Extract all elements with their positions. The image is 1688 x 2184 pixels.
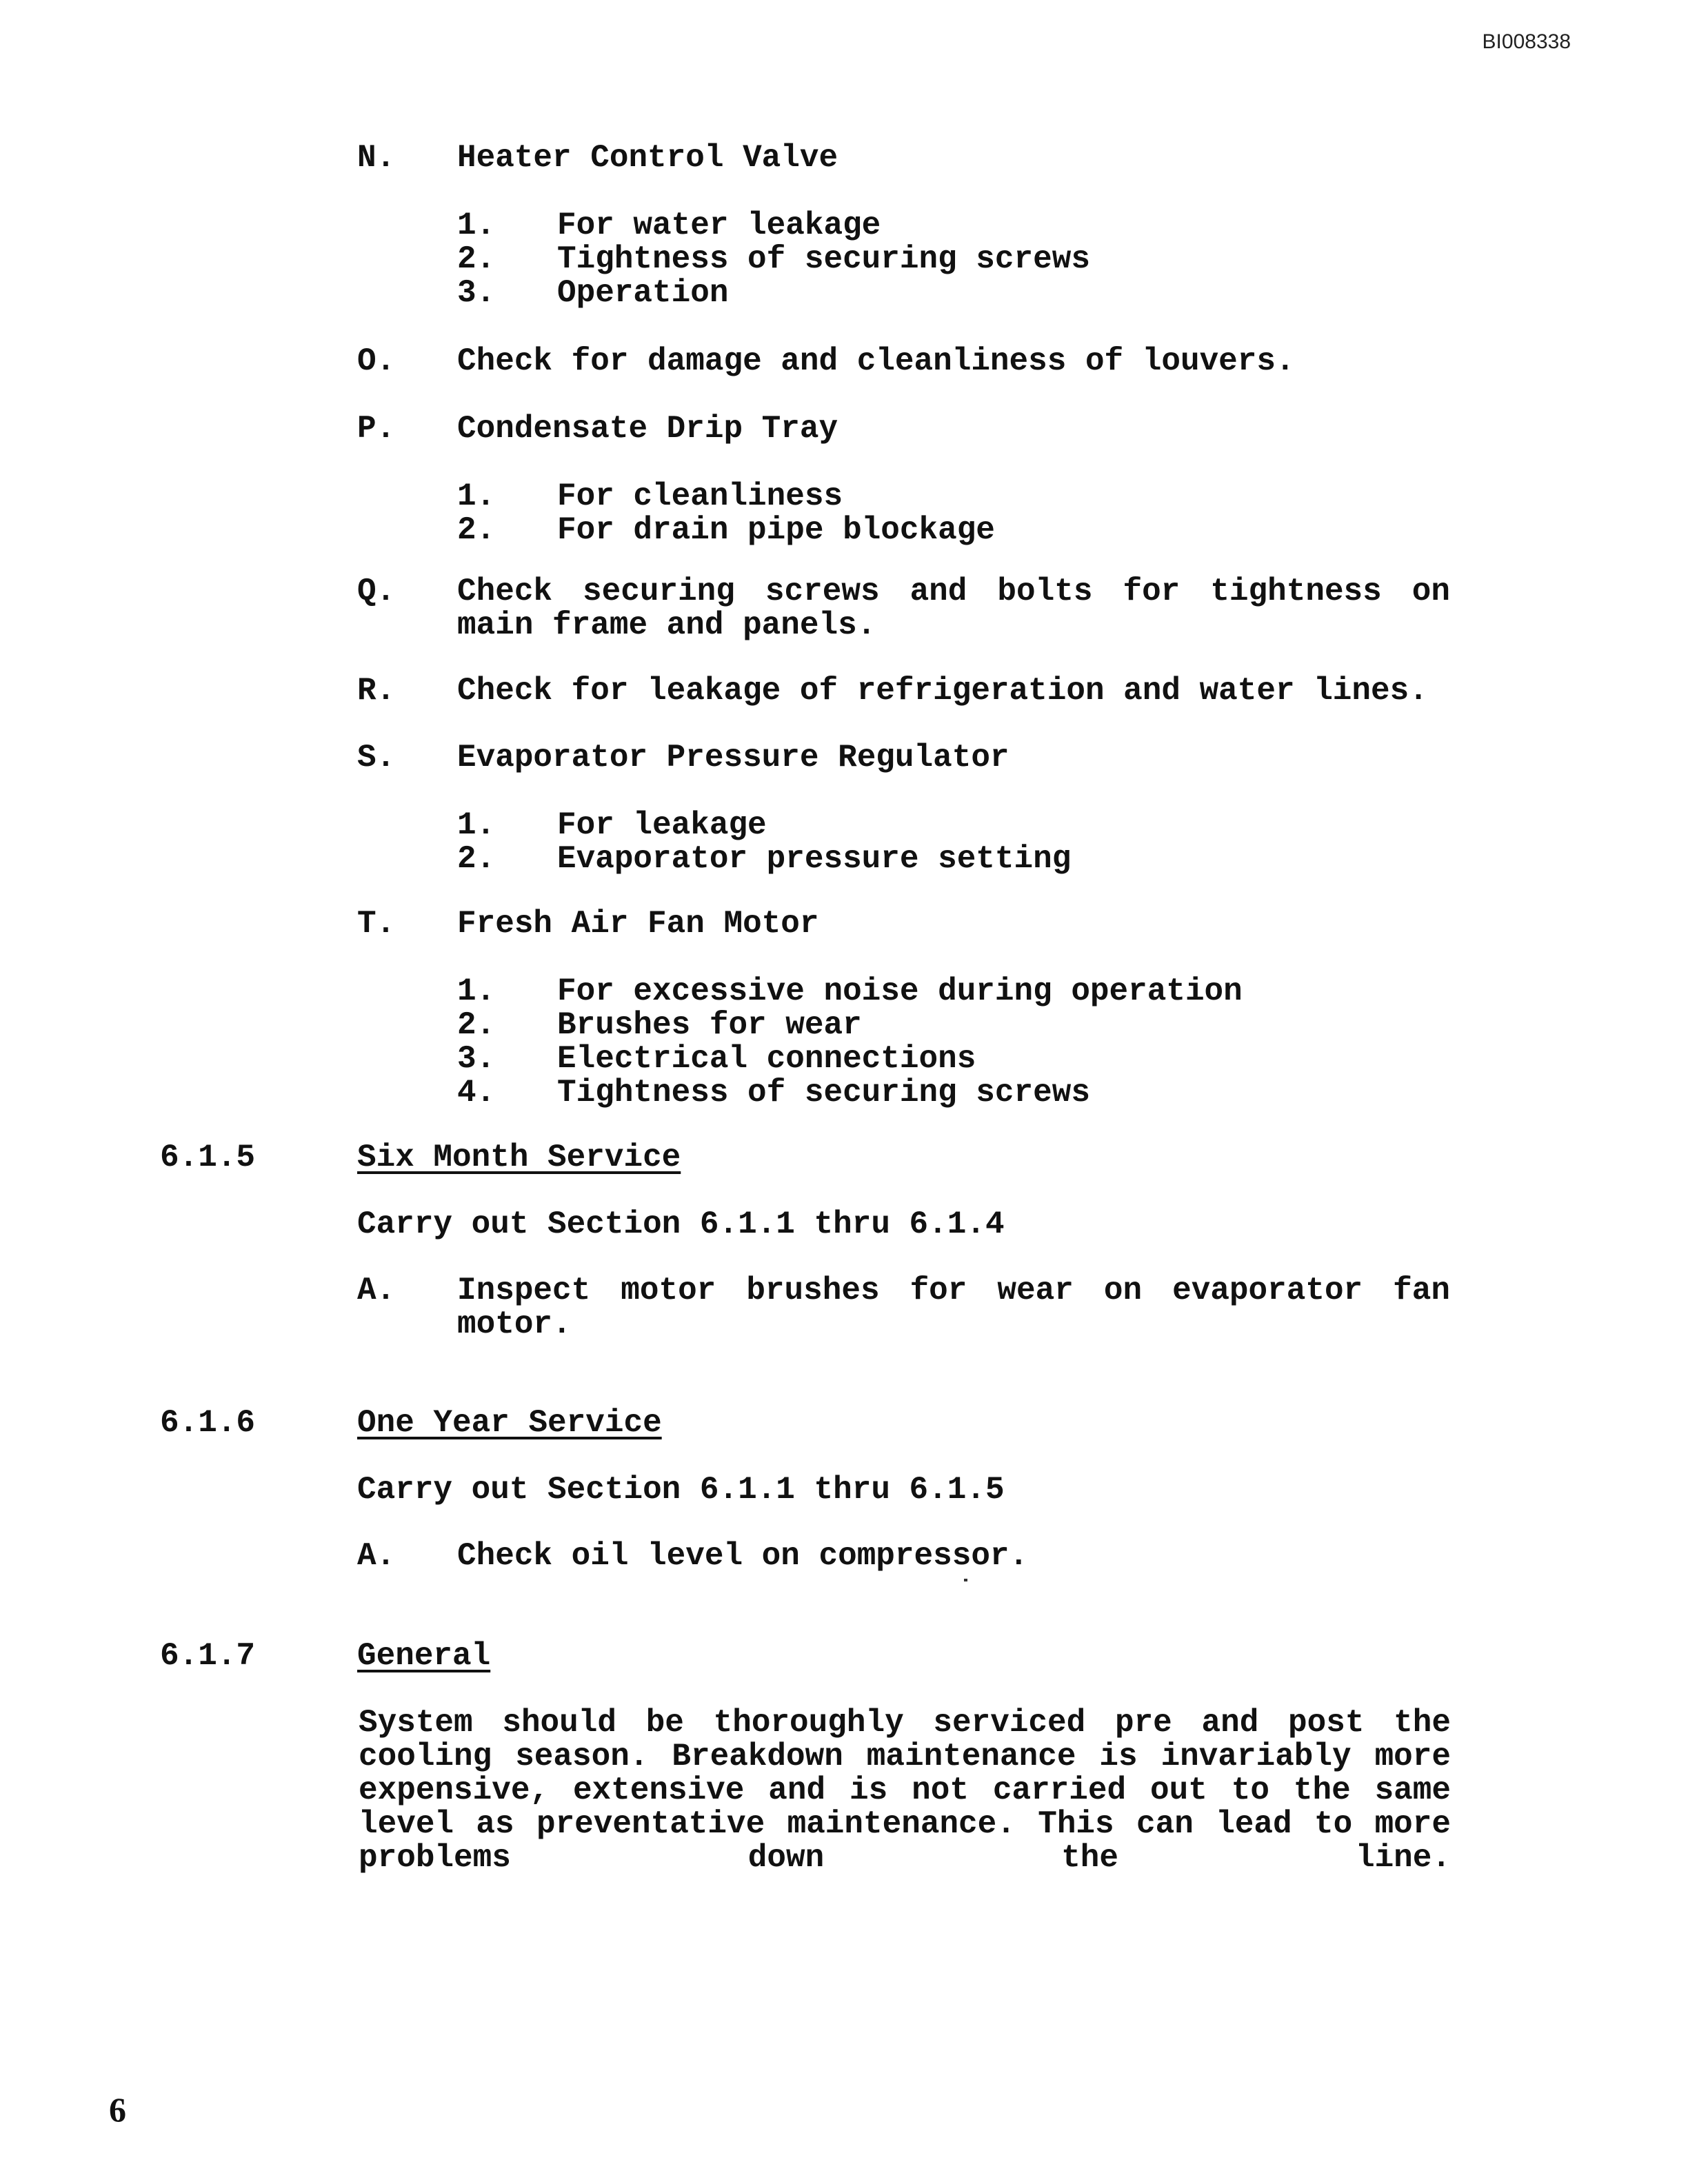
sub-item-number: 1. [457, 807, 496, 843]
sub-item-number: 2. [457, 241, 496, 277]
section-item [357, 1539, 1460, 1573]
item-text: Check for leakage of refrigeration and water lines. [457, 673, 1428, 709]
sub-list [457, 480, 1460, 547]
section-title: General [357, 1638, 491, 1674]
item-letter: R. [357, 673, 396, 709]
item-text: Inspect motor brushes for wear on evaporator fan motor. [457, 1273, 1469, 1342]
sub-item [457, 1042, 1460, 1076]
item-letter: O. [357, 343, 396, 379]
sub-list [457, 975, 1460, 1110]
item-q [357, 574, 1469, 643]
sub-item [457, 243, 1460, 276]
sub-list [457, 809, 1460, 876]
sub-item-text: Brushes for wear [557, 1007, 862, 1043]
sub-item-text: Electrical connections [557, 1041, 976, 1077]
item-text: Fresh Air Fan Motor [457, 906, 819, 942]
sub-item [457, 276, 1460, 310]
section-title: One Year Service [357, 1405, 662, 1441]
document-id: BI008338 [1482, 30, 1571, 53]
item-o [357, 345, 1460, 378]
item-letter: N. [357, 140, 396, 176]
sub-item [457, 975, 1460, 1009]
sub-item-number: 2. [457, 1007, 496, 1043]
section-intro: Carry out Section 6.1.1 thru 6.1.5 [357, 1472, 1005, 1508]
item-text: Check securing screws and bolts for tightness on main frame and panels. [457, 574, 1469, 643]
sub-item-number: 1. [457, 478, 496, 514]
sub-item-text: For cleanliness [557, 478, 843, 514]
item-text: Heater Control Valve [457, 140, 838, 176]
sub-item [457, 1009, 1460, 1042]
page-number: 6 [109, 2090, 126, 2129]
item-r [357, 674, 1460, 708]
sub-item-text: Evaporator pressure setting [557, 841, 1072, 877]
sub-item-text: For leakage [557, 807, 767, 843]
sub-item [457, 480, 1460, 514]
item-letter: A. [357, 1538, 396, 1574]
sub-item-number: 2. [457, 512, 496, 548]
item-text: Check for damage and cleanliness of louvers. [457, 343, 1295, 379]
sub-item-number: 2. [457, 841, 496, 877]
section-number: 6.1.7 [160, 1638, 256, 1674]
item-p [357, 412, 1460, 547]
section-title: Six Month Service [357, 1140, 681, 1175]
stray-mark [964, 1579, 967, 1581]
item-text: Evaporator Pressure Regulator [457, 740, 1009, 776]
sub-item [457, 514, 1460, 547]
item-t [357, 907, 1460, 1110]
sub-item-number: 3. [457, 1041, 496, 1077]
item-letter: T. [357, 906, 396, 942]
sub-item-number: 1. [457, 973, 496, 1009]
section-item [357, 1273, 1469, 1342]
sub-item [457, 1076, 1460, 1110]
sub-item-number: 1. [457, 208, 496, 243]
section-number: 6.1.6 [160, 1405, 256, 1441]
section-number: 6.1.5 [160, 1140, 256, 1175]
item-n [357, 141, 1460, 310]
item-letter: Q. [357, 574, 396, 609]
sub-item-text: For drain pipe blockage [557, 512, 995, 548]
sub-item-number: 3. [457, 275, 496, 311]
sub-item [457, 809, 1460, 842]
item-text: Condensate Drip Tray [457, 411, 838, 447]
section-body: System should be thoroughly serviced pre and post the cooling season. Breakdown maintenance is invariably more expensive, extensive and is not carried out to the same level as preventative maintenance. This can lead to more problems down the line. [359, 1705, 1451, 1876]
sub-item-text: For water leakage [557, 208, 881, 243]
sub-item-text: Tightness of securing screws [557, 1075, 1090, 1111]
item-letter: S. [357, 740, 396, 776]
sub-item-text: Tightness of securing screws [557, 241, 1090, 277]
sub-item [457, 209, 1460, 243]
sub-list [457, 209, 1460, 310]
sub-item [457, 842, 1460, 876]
sub-item-text: For excessive noise during operation [557, 973, 1243, 1009]
item-letter: A. [357, 1273, 396, 1308]
item-letter: P. [357, 411, 396, 447]
item-s [357, 741, 1460, 876]
item-text: Check oil level on compressor. [457, 1538, 1029, 1574]
sub-item-number: 4. [457, 1075, 496, 1111]
section-intro: Carry out Section 6.1.1 thru 6.1.4 [357, 1206, 1005, 1242]
sub-item-text: Operation [557, 275, 729, 311]
